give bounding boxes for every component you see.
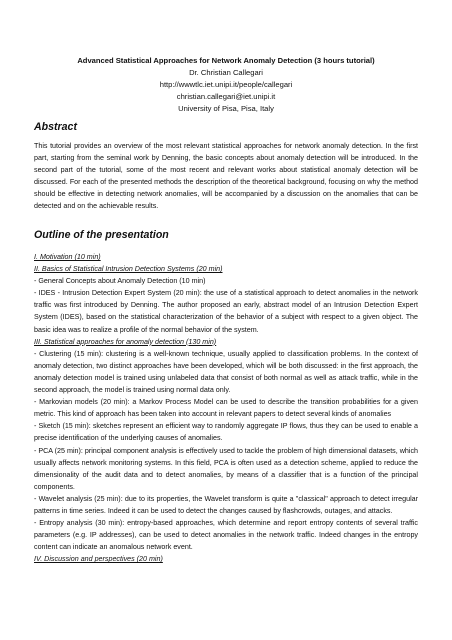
outline-list: [34, 251, 418, 565]
author-name: Dr. Christian Callegari: [189, 68, 263, 77]
outline-item: - Wavelet analysis (25 min): due to its properties, the Wavelet transform is quite a "classical" approach to detect irregular patterns in time series. Indeed it can be used to detect the changes caused by flashcrowds, outages, and attacks.: [34, 494, 418, 515]
outline-section-heading: II. Basics of Statistical Intrusion Detection Systems (20 min): [34, 265, 223, 274]
outline-item: - Clustering (15 min): clustering is a well-known technique, usually applied to classification problems. In the context of anomaly detection, two distinct approaches have been developed, which will be both discussed: in the first approach, the anomaly detection model is trained using unlabeled data that consist of both normal as well as attack traffic, while in the second approach, the model is trained using normal data only.: [34, 349, 418, 395]
outline-section-heading: I. Motivation (10 min): [34, 253, 101, 261]
outline-section-heading: IV. Discussion and perspectives (20 min): [34, 555, 163, 564]
author-affiliation: University of Pisa, Pisa, Italy: [178, 104, 274, 113]
outline-item: - General Concepts about Anomaly Detection (10 min): [34, 277, 206, 286]
outline-item: - Sketch (15 min): sketches represent an efficient way to randomly aggregate IP flows, thus they can be used to enable a precise identification of the underlying causes of anomalies.: [34, 422, 418, 443]
outline-heading: Outline of the presentation: [34, 229, 169, 241]
abstract-paragraph: This tutorial provides an overview of the most relevant statistical approaches for network anomaly detection. In the first part, starting from the seminal work by Denning, the basic concepts about anomaly detection will be introduced. In the second part of the tutorial, some of the most recent and relevant works about statistical anomaly detection will be discussed. For each of the presented methods the description of the theoretical background, focusing on why the method should be effective in detecting network anomalies, will be accompanied by a discussion on the anomalies that can be detected and on the achievable results.: [34, 142, 418, 211]
author-url[interactable]: http://wwwtlc.iet.unipi.it/people/callegari: [159, 80, 293, 89]
outline-item: - Entropy analysis (30 min): entropy-based approaches, which determine and report entropy contents of several traffic parameters (e.g. IP addresses), can be used to detect anomalies in the network traffic. Indeed changes in the entropy content can indicate an anomalous network event.: [34, 519, 418, 552]
paper-header: [0, 55, 452, 115]
abstract-body: [34, 140, 418, 213]
outline-section-heading: III. Statistical approaches for anomaly detection (130 min): [34, 337, 217, 346]
outline-item: - Markovian models (20 min): a Markov Process Model can be used to describe the transition probabilities for a given metric. This kind of approach has been taken into account in relevant papers to detect several kinds of anomalies: [34, 398, 418, 419]
outline-item: - PCA (25 min): principal component analysis is effectively used to tackle the problem of high dimensional datasets, which usually affects network monitoring systems. In this field, PCA is often used as a detection scheme, applied to reduce the dimensionality of the audit data and to detect anomalies, by means of a classifier that is a function of the principal components.: [34, 446, 418, 491]
outline-item: - IDES - Intrusion Detection Expert System (20 min): the use of a statistical approach to detect anomalies in the network traffic was first introduced by Denning. The author proposed an early, abstract model of an Intrusion Detection Expert System (IDES), based on the statistical characterization of the behavior of a subject with respect to a given object. The basic idea was to realize a profile of the normal behavior of the system.: [34, 289, 418, 334]
abstract-heading: Abstract: [34, 121, 77, 133]
paper-title: Advanced Statistical Approaches for Network Anomaly Detection (3 hours tutorial): [77, 56, 375, 65]
author-email[interactable]: christian.callegari@iet.unipi.it: [176, 92, 276, 101]
